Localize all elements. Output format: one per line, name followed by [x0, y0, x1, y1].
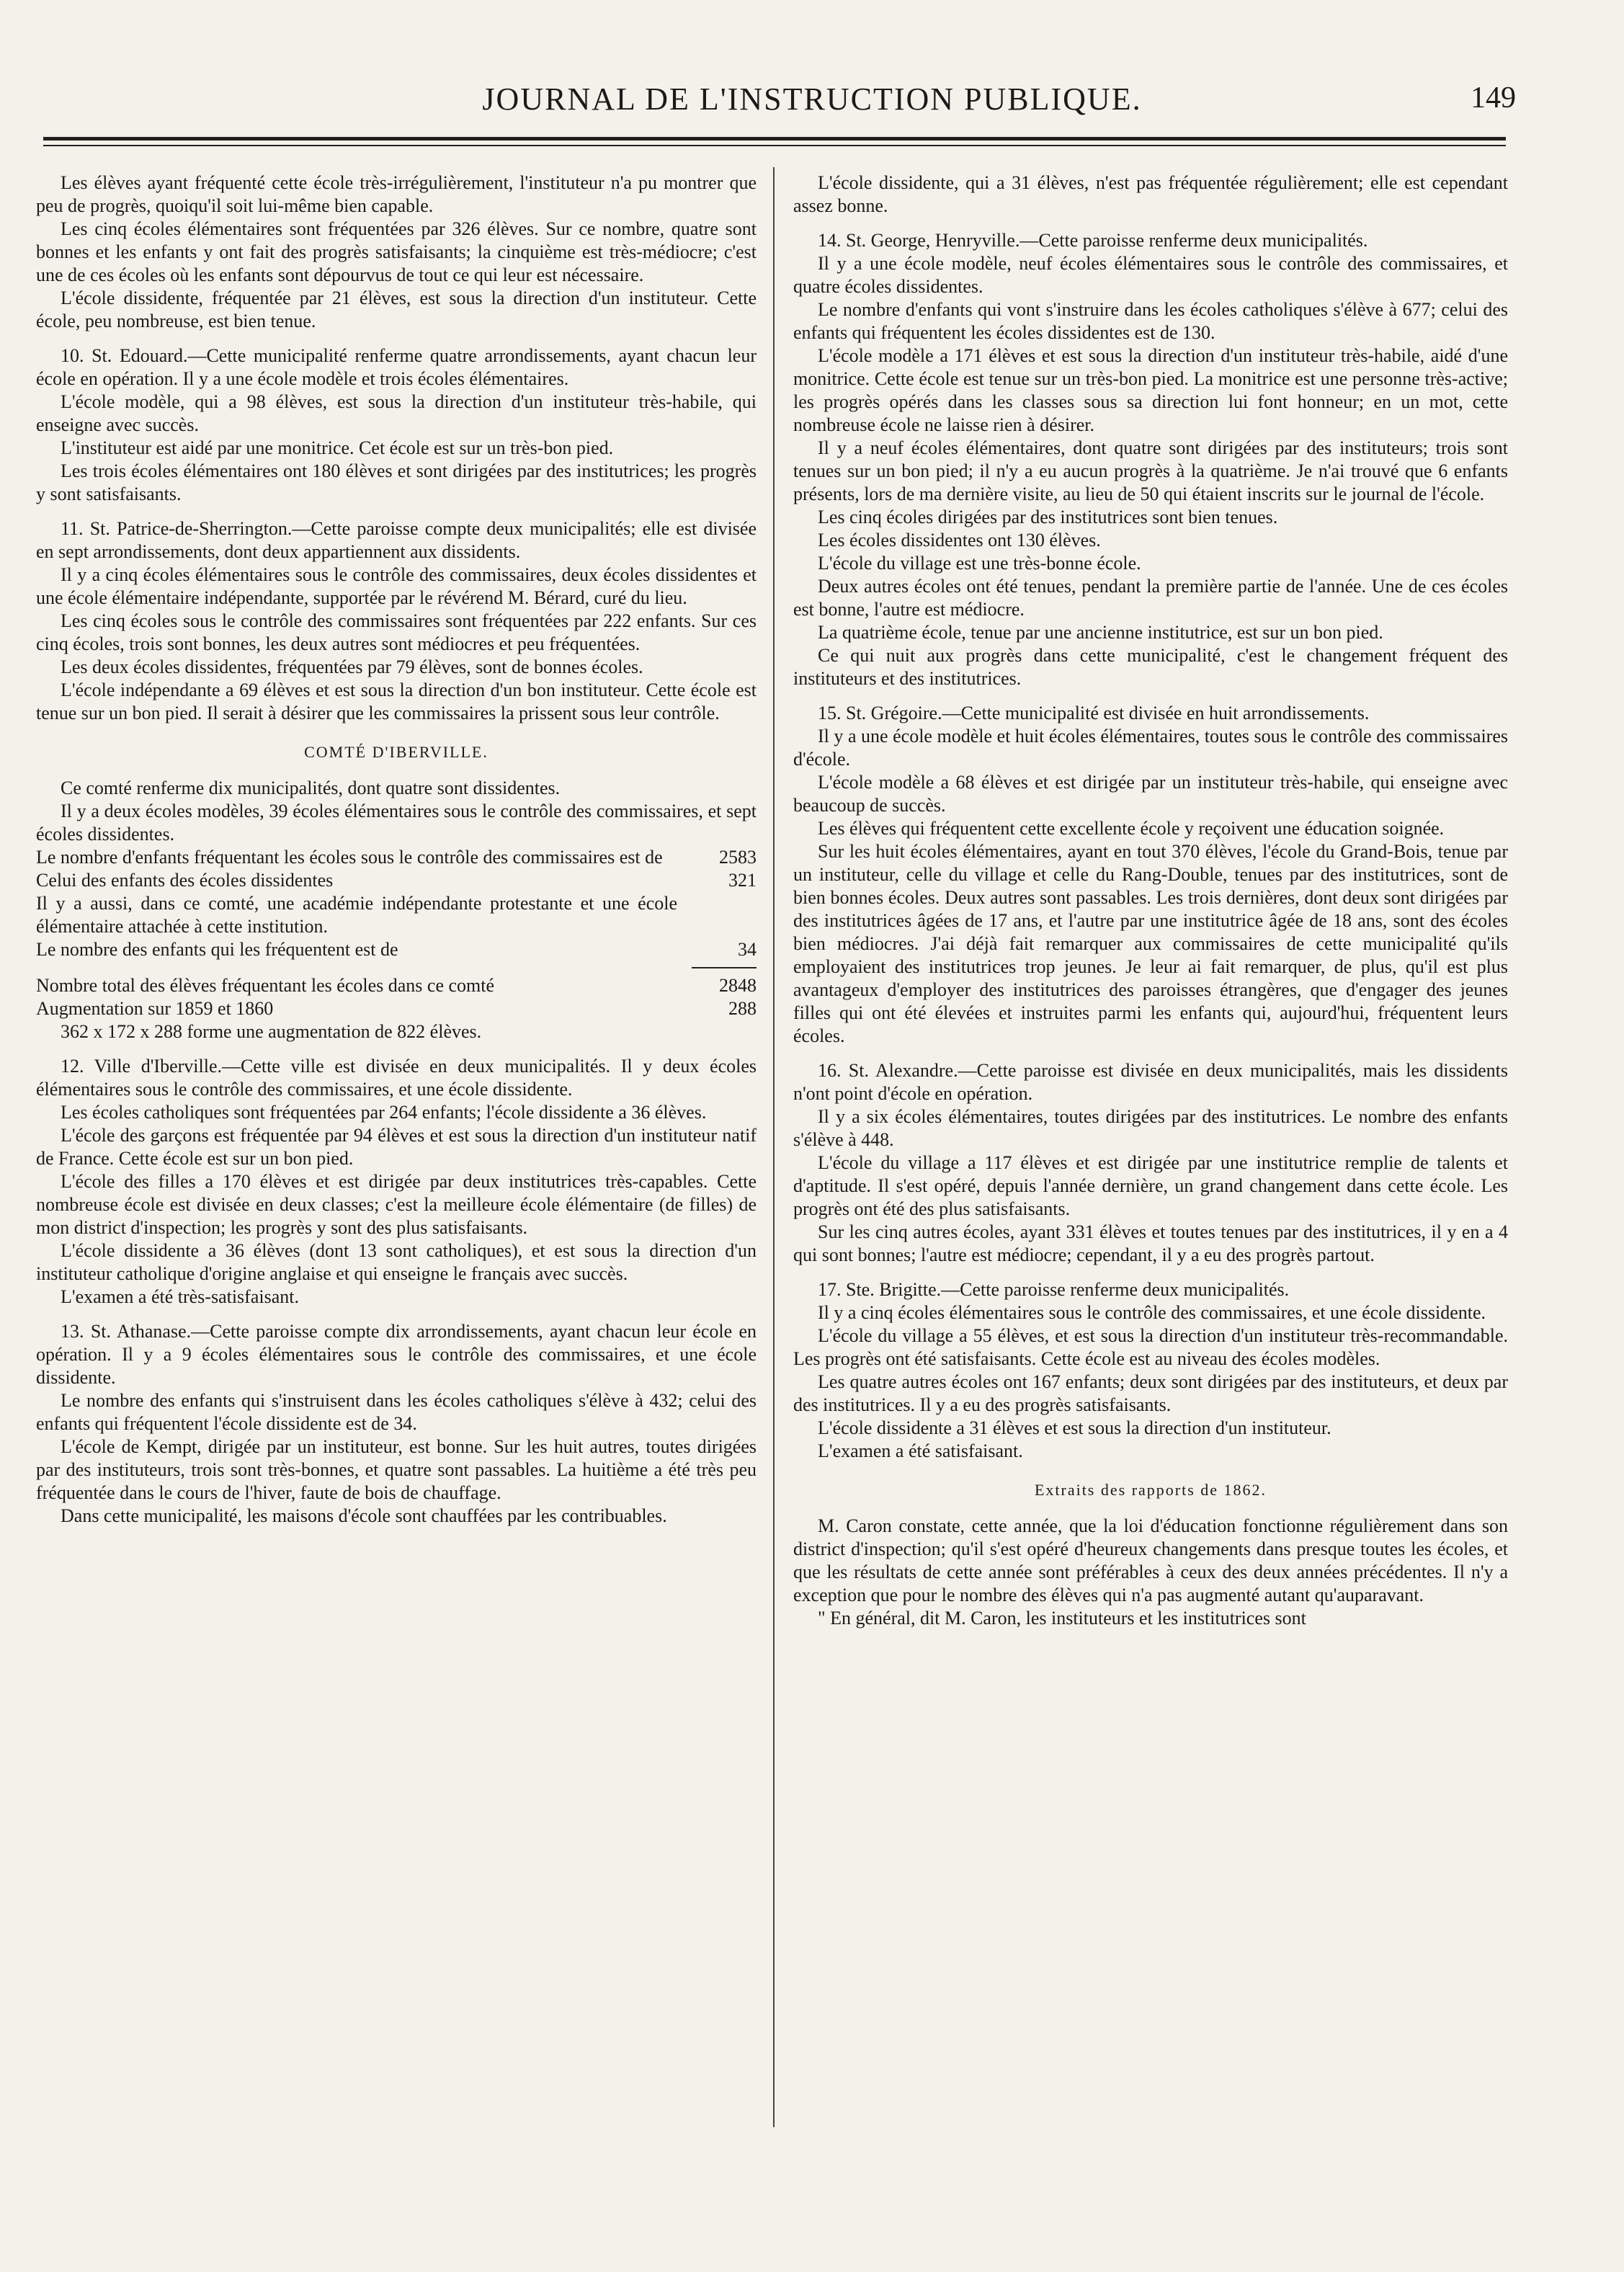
stat-value: 2583 [719, 847, 757, 868]
paragraph: Dans cette municipalité, les maisons d'école sont chauffées par les contribuables. [61, 1505, 667, 1526]
stat-row [36, 892, 757, 938]
section-11-paragraph: 11. St. Patrice-de-Sherrington.—Cette paroisse compte deux municipalités; elle est divisée en sept arrondissements, dont deux appartiennent aux dissidents. [36, 518, 757, 562]
augment-row [36, 997, 757, 1020]
paragraph: Les écoles dissidentes ont 130 élèves. [818, 530, 1101, 551]
stat-label: Le nombre d'enfants fréquentant les écoles sous le contrôle des commissaires est de [36, 847, 663, 868]
paragraph: Ce qui nuit aux progrès dans cette municipalité, c'est le changement fréquent des instituteurs et des institutrices. [793, 645, 1508, 689]
paragraph: Sur les huit écoles élémentaires, ayant en tout 370 élèves, l'école du Grand-Bois, tenue par un instituteur, celle du village et celle du Rang-Double, tenues par des institutrices, sont de bien bonnes écoles. Deux autres sont passables. Les trois dernières, dont deux sont dirigées par des institutrices âgées de 17 ans, et l'autre par une institutrice âgée de 18 ans, sont des écoles bien médiocres. J'ai déjà fait remarquer aux commissaires de cette municipalité qu'ils employaient des institutrices trop jeunes. Je leur ai fait remarquer, de plus, qu'il est plus avantageux d'employer des institutrices des paroisses étrangères, que d'engager des jeunes filles qui ont été élevées et instruites parmi les enfants qui, aujourd'hui, fréquentent leurs écoles. [793, 841, 1508, 1046]
paragraph: Le nombre d'enfants qui vont s'instruire dans les écoles catholiques s'élève à 677; celui des enfants qui fréquentent les écoles dissidentes est de 130. [793, 299, 1508, 343]
stat-label: Il y a aussi, dans ce comté, une académie indépendante protestante et une école élémentaire attachée à cette institution. [36, 893, 677, 937]
paragraph: Les cinq écoles élémentaires sont fréquentées par 326 élèves. Sur ce nombre, quatre sont bonnes et les enfants y ont fait des progrès satisfaisants; la cinquième est très-médiocre; c'est une de ces écoles où les enfants sont dépourvus de tout ce qui leur est nécessaire. [36, 218, 757, 285]
paragraph: Il y a cinq écoles élémentaires sous le contrôle des commissaires, et une école dissidente. [818, 1302, 1486, 1323]
paragraph: Ce comté renferme dix municipalités, dont quatre sont dissidentes. [61, 778, 561, 798]
paragraph: Les élèves ayant fréquenté cette école très-irrégulièrement, l'instituteur n'a pu montrer que peu de progrès, quoiqu'il soit lui-même bien capable. [36, 172, 757, 216]
paragraph: L'examen a été très-satisfaisant. [61, 1286, 299, 1307]
section-17-paragraph: 17. Ste. Brigitte.—Cette paroisse renferme deux municipalités. [818, 1279, 1290, 1300]
stat-value: 321 [728, 870, 757, 891]
section-14-paragraph: 14. St. George, Henryville.—Cette paroisse renferme deux municipalités. [818, 230, 1368, 251]
column-divider [773, 167, 775, 2127]
section-15-paragraph: 15. St. Grégoire.—Cette municipalité est divisée en huit arrondissements. [818, 703, 1370, 723]
right-column [793, 171, 1508, 1630]
paragraph: L'école indépendante a 69 élèves et est sous la direction d'un bon instituteur. Cette école est tenue sur un bon pied. Il serait à désirer que les commissaires la prissent sous leur contrôle. [36, 680, 757, 723]
section-16-paragraph: 16. St. Alexandre.—Cette paroisse est divisée en deux municipalités, mais les dissidents n'ont point d'école en opération. [793, 1060, 1508, 1104]
paragraph: L'instituteur est aidé par une monitrice. Cet école est sur un très-bon pied. [61, 437, 614, 458]
running-title: JOURNAL DE L'INSTRUCTION PUBLIQUE. [482, 81, 1142, 117]
paragraph: Les élèves qui fréquentent cette excellente école y reçoivent une éducation soignée. [818, 818, 1445, 839]
section-heading: Extraits des rapports de 1862. [1034, 1481, 1267, 1499]
section-13-paragraph: 13. St. Athanase.—Cette paroisse compte dix arrondissements, ayant chacun leur école en opération. Il y a 9 écoles élémentaires sous le contrôle des commissaires, et une école dissidente. [36, 1321, 757, 1388]
paragraph: L'école du village est une très-bonne école. [818, 553, 1141, 574]
paragraph: Il y a deux écoles modèles, 39 écoles élémentaires sous le contrôle des commissaires, et sept écoles dissidentes. [36, 801, 757, 845]
paragraph: Deux autres écoles ont été tenues, pendant la première partie de l'année. Une de ces écoles est bonne, l'autre est médiocre. [793, 576, 1508, 620]
stat-row [36, 846, 757, 869]
paragraph: Les trois écoles élémentaires ont 180 élèves et sont dirigées par des institutrices; les progrès y sont satisfaisants. [36, 460, 757, 504]
paragraph: Les deux écoles dissidentes, fréquentées par 79 élèves, sont de bonnes écoles. [61, 656, 643, 677]
paragraph: Il y a cinq écoles élémentaires sous le contrôle des commissaires, deux écoles dissidentes et une école élémentaire indépendante, supportée par le révérend M. Bérard, curé du lieu. [36, 564, 757, 608]
paragraph: Il y a une école modèle et huit écoles élémentaires, toutes sous le contrôle des commissaires d'école. [793, 726, 1508, 770]
paragraph: La quatrième école, tenue par une ancienne institutrice, est sur un bon pied. [818, 622, 1383, 643]
total-row [36, 974, 757, 997]
stat-row [36, 869, 757, 892]
paragraph: L'école du village a 117 élèves et est dirigée par une institutrice remplie de talents et d'aptitude. Il s'est opéré, depuis l'année dernière, un grand changement dans cette école. Les progrès ont été des plus satisfaisants. [793, 1152, 1508, 1219]
paragraph: L'école des garçons est fréquentée par 94 élèves et est sous la direction d'un instituteur natif de France. Cette école est sur un bon pied. [36, 1125, 757, 1169]
paragraph: Les cinq écoles dirigées par des institutrices sont bien tenues. [818, 507, 1278, 527]
paragraph: L'école dissidente a 36 élèves (dont 13 sont catholiques), et est sous la direction d'un instituteur catholique d'origine anglaise et qui enseigne le français avec succès. [36, 1240, 757, 1284]
paragraph: L'école dissidente a 31 élèves et est sous la direction d'un instituteur. [818, 1417, 1331, 1438]
section-12-paragraph: 12. Ville d'Iberville.—Cette ville est divisée en deux municipalités. Il y deux écoles élémentaires sous le contrôle des commissaires, et une école dissidente. [36, 1056, 757, 1100]
augment-value: 288 [728, 998, 757, 1019]
paragraph: Les quatre autres écoles ont 167 enfants; deux sont dirigées par des instituteurs, et deux par des institutrices. Il y a eu des progrès satisfaisants. [793, 1371, 1508, 1415]
paragraph: L'école dissidente, qui a 31 élèves, n'est pas fréquentée régulièrement; elle est cependant assez bonne. [793, 172, 1508, 216]
paragraph: L'école modèle a 171 élèves et est sous la direction d'un instituteur très-habile, aidé d'une monitrice. Cette école est tenue sur un très-bon pied. La monitrice est une personne très-active; les progrès opérés dans les classes sous sa direction lui font honneur; en un mot, cette nombreuse école ne laisse rien à désirer. [793, 345, 1508, 435]
paragraph: L'examen a été satisfaisant. [818, 1440, 1023, 1461]
paragraph: L'école des filles a 170 élèves et est dirigée par deux institutrices très-capables. Cette nombreuse école est divisée en deux classes; c'est la meilleure école élémentaire (de filles) de mon district d'inspection; les progrès y sont des plus satisfaisants. [36, 1171, 757, 1238]
paragraph: M. Caron constate, cette année, que la loi d'éducation fonctionne régulièrement dans son district d'inspection; qu'il s'est opéré d'heureux changements dans presque toutes les écoles, et que les résultats de cette année sont préférables à ceux des deux années précédentes. Il n'y a exception que pour le nombre des élèves qui n'a pas augmenté autant qu'auparavant. [793, 1515, 1508, 1605]
county-heading: COMTÉ D'IBERVILLE. [304, 743, 488, 761]
paragraph: L'école dissidente, fréquentée par 21 élèves, est sous la direction d'un instituteur. Cette école, peu nombreuse, est bien tenue. [36, 288, 757, 331]
left-column [36, 171, 757, 1528]
paragraph: Il y a six écoles élémentaires, toutes dirigées par des institutrices. Le nombre des enfants s'élève à 448. [793, 1106, 1508, 1150]
page-number: 149 [1471, 81, 1516, 115]
paragraph: Le nombre des enfants qui s'instruisent dans les écoles catholiques s'élève à 432; celui des enfants qui fréquentent l'école dissidente est de 34. [36, 1390, 757, 1434]
header-rule-thin [43, 145, 1506, 146]
paragraph: Les cinq écoles sous le contrôle des commissaires sont fréquentées par 222 enfants. Sur ces cinq écoles, trois sont bonnes, les deux autres sont médiocres et peu fréquentées. [36, 610, 757, 654]
stat-label: Celui des enfants des écoles dissidentes [36, 870, 334, 891]
stat-value: 34 [738, 939, 757, 960]
paragraph: Sur les cinq autres écoles, ayant 331 élèves et toutes tenues par des institutrices, il y en a 4 qui sont bonnes; l'autre est médiocre; cependant, il y a eu des progrès partout. [793, 1221, 1508, 1265]
paragraph: L'école de Kempt, dirigée par un instituteur, est bonne. Sur les huit autres, toutes dirigées par des instituteurs, trois sont très-bonnes, et quatre sont passables. La huitième a été très peu fréquentée dans le cours de l'hiver, faute de bois de chauffage. [36, 1436, 757, 1503]
paragraph: Les écoles catholiques sont fréquentées par 264 enfants; l'école dissidente a 36 élèves. [61, 1102, 707, 1123]
total-value: 2848 [719, 975, 757, 996]
paragraph: " En général, dit M. Caron, les instituteurs et les institutrices sont [818, 1608, 1306, 1629]
paragraph: L'école modèle, qui a 98 élèves, est sous la direction d'un instituteur très-habile, qui enseigne avec succès. [36, 391, 757, 435]
header-rule [43, 137, 1506, 141]
paragraph: L'école du village a 55 élèves, et est sous la direction d'un instituteur très-recommandable. Les progrès ont été satisfaisants. Cette école est au niveau des écoles modèles. [793, 1325, 1508, 1369]
paragraph: L'école modèle a 68 élèves et est dirigée par un instituteur très-habile, qui enseigne avec beaucoup de succès. [793, 772, 1508, 816]
augment-label: Augmentation sur 1859 et 1860 [36, 998, 274, 1019]
stat-row [36, 938, 757, 961]
total-label: Nombre total des élèves fréquentant les écoles dans ce comté [36, 975, 495, 996]
sum-rule [692, 967, 757, 968]
paragraph: Il y a neuf écoles élémentaires, dont quatre sont dirigées par des instituteurs; trois sont tenues sur un bon pied; il n'y a eu aucun progrès à la quatrième. Je n'ai trouvé que 6 enfants présents, lors de ma dernière visite, au lieu de 50 qui étaient inscrits sur le journal de l'école. [793, 437, 1508, 504]
paragraph: Il y a une école modèle, neuf écoles élémentaires sous le contrôle des commissaires, et quatre écoles dissidentes. [793, 253, 1508, 297]
stat-label: Le nombre des enfants qui les fréquentent est de [36, 939, 398, 960]
augment-note: 362 x 172 x 288 forme une augmentation de 822 élèves. [61, 1021, 482, 1042]
section-10-paragraph: 10. St. Edouard.—Cette municipalité renferme quatre arrondissements, ayant chacun leur école en opération. Il y a une école modèle et trois écoles élémentaires. [36, 345, 757, 389]
